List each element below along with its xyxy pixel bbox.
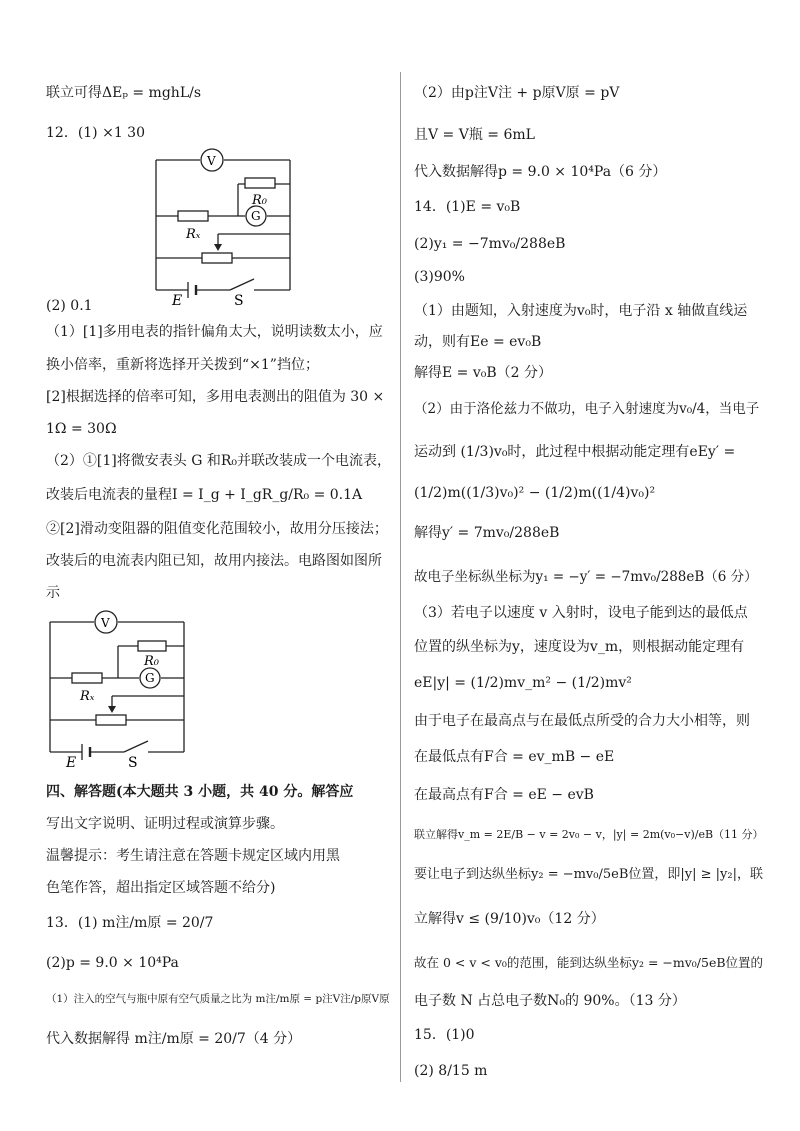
right-text-line: （2）由p注V注 + p原V原 = pV <box>414 85 620 101</box>
left-text-line: (2) 0.1 <box>46 298 93 314</box>
svg-text:E: E <box>172 293 183 308</box>
right-text-line: 电子数 N 占总电子数N₀的 90%。（13 分） <box>414 993 686 1009</box>
resistor-rx <box>178 211 208 221</box>
column-divider <box>400 72 401 1082</box>
right-text-line: (2)y₁ = −7mv₀/288eB <box>414 236 566 252</box>
right-text-line: （1）由题知，入射速度为v₀时，电子沿 x 轴做直线运 <box>414 303 748 319</box>
left-text-line: 换小倍率，重新将选择开关拨到“×1”挡位； <box>46 357 319 373</box>
right-text-line: （2）由于洛伦兹力不做功，电子入射速度为v₀/4，当电子 <box>414 401 760 417</box>
right-text-line: eE|y| = (1/2)mv_m² − (1/2)mv² <box>414 675 632 691</box>
left-text-line: 联立可得ΔEₚ = mghL/s <box>46 85 202 101</box>
svg-text:Rₓ: Rₓ <box>80 689 95 704</box>
right-text-line: 解得E = v₀B（2 分） <box>414 365 553 381</box>
right-text-line: (2) 8/15 m <box>414 1063 488 1079</box>
right-text-line: (3)90% <box>414 269 465 285</box>
left-text-line: （2）①[1]将微安表头 G 和R₀并联改装成一个电流表， <box>46 453 391 469</box>
svg-text:R₀: R₀ <box>144 654 159 669</box>
svg-text:V: V <box>207 154 216 168</box>
right-text-line: 动，则有Ee = ev₀B <box>414 334 542 350</box>
svg-text:S: S <box>128 755 138 770</box>
resistor-r0 <box>138 641 166 651</box>
left-text-line: 改装后电流表的量程I = I_g + I_gR_g/R₀ = 0.1A <box>46 487 363 503</box>
right-text-line: 立解得v ≤ (9/10)v₀（12 分） <box>414 911 605 927</box>
rheostat <box>96 715 126 725</box>
left-text-line: 示 <box>46 585 60 601</box>
left-text-line: (2)p = 9.0 × 10⁴Pa <box>46 955 179 971</box>
left-text-line: ②[2]滑动变阻器的阻值变化范围较小，故用分压接法； <box>46 521 388 537</box>
right-text-line: 位置的纵坐标为y，速度设为v_m，则根据动能定理有 <box>414 639 745 655</box>
circuit-diagram-2 <box>44 610 194 770</box>
rheostat <box>202 253 232 263</box>
svg-text:V: V <box>101 616 110 630</box>
right-text-line: 联立解得v_m = 2E/B − v = 2v₀ − v，|y| = 2m(v₀−v)/eB（11 分） <box>414 828 764 841</box>
svg-text:G: G <box>251 209 261 223</box>
svg-text:Rₓ: Rₓ <box>186 227 201 242</box>
svg-text:R₀: R₀ <box>252 193 267 208</box>
svg-text:S: S <box>234 293 244 308</box>
left-text-line: 温馨提示：考生请注意在答题卡规定区域内用黑 <box>46 848 340 864</box>
svg-text:G: G <box>145 671 155 685</box>
left-text-line: 代入数据解得 m注/m原 = 20/7（4 分） <box>46 1031 302 1047</box>
right-text-line: 15．(1)0 <box>414 1027 475 1043</box>
resistor-r0 <box>245 178 275 188</box>
right-text-line: 故电子坐标纵坐标为y₁ = −y′ = −7mv₀/288eB（6 分） <box>414 569 758 585</box>
left-text-line: （1）[1]多用电表的指针偏角太大，说明读数太小，应 <box>46 324 383 340</box>
right-text-line: 代入数据解得p = 9.0 × 10⁴Pa（6 分） <box>414 164 667 180</box>
left-text-line: 改装后的电流表内阻已知，故用内接法。电路图如图所 <box>46 553 382 569</box>
left-text-line: [2]根据选择的倍率可知，多用电表测出的阻值为 30 × <box>46 389 385 405</box>
left-text-line: 写出文字说明、证明过程或演算步骤。 <box>46 816 284 832</box>
right-text-line: 且V = V瓶 = 6mL <box>414 127 535 143</box>
left-text-line: 13．(1) m注/m原 = 20/7 <box>46 915 214 931</box>
right-text-line: 故在 0 < v < v₀的范围，能到达纵坐标y₂ = −mv₀/5eB位置的 <box>414 955 764 970</box>
circuit-diagram-1 <box>150 148 300 308</box>
right-text-line: 14．(1)E = v₀B <box>414 199 521 215</box>
right-text-line: 要让电子到达纵坐标y₂ = −mv₀/5eB位置，即|y| ≥ |y₂|，联 <box>414 867 763 882</box>
left-text-line: 12．(1) ×1 30 <box>46 125 145 141</box>
right-text-line: 在最高点有F合 = eE − evB <box>414 787 594 803</box>
left-text-line: 四、解答题(本大题共 3 小题，共 40 分。解答应 <box>46 784 354 800</box>
left-text-line: 1Ω = 30Ω <box>46 421 117 437</box>
svg-text:E: E <box>66 755 77 770</box>
left-text-line: 色笔作答，超出指定区域答题不给分) <box>46 880 276 896</box>
left-text-line: （1）注入的空气与瓶中原有空气质量之比为 m注/m原 = p注V注/p原V原 <box>46 993 390 1005</box>
right-text-line: 在最低点有F合 = ev_mB − eE <box>414 749 615 765</box>
resistor-rx <box>72 673 102 683</box>
right-text-line: 运动到 (1/3)v₀时，此过程中根据动能定理有eEy′ = <box>414 444 736 460</box>
right-text-line: (1/2)m((1/3)v₀)² − (1/2)m((1/4)v₀)² <box>414 485 656 501</box>
right-text-line: 由于电子在最高点与在最低点所受的合力大小相等，则 <box>414 713 750 729</box>
right-text-line: 解得y′ = 7mv₀/288eB <box>414 525 560 541</box>
right-text-line: （3）若电子以速度 v 入射时，设电子能到达的最低点 <box>414 605 748 621</box>
